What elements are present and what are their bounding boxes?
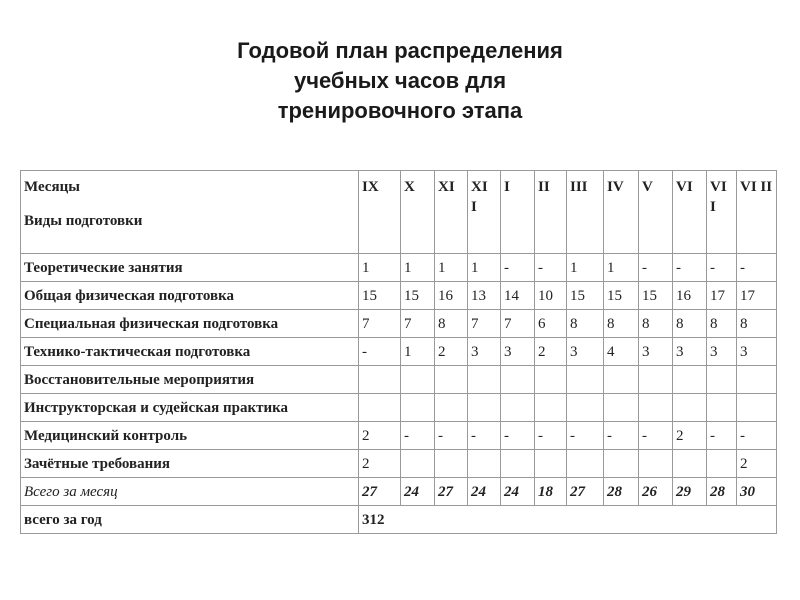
hours-cell xyxy=(401,366,435,394)
hours-cell: 8 xyxy=(673,310,707,338)
hours-cell: - xyxy=(639,422,673,450)
table-row xyxy=(21,394,777,422)
hours-cell: 2 xyxy=(535,338,567,366)
hours-cell: - xyxy=(401,422,435,450)
hours-cell: 2 xyxy=(673,422,707,450)
hours-cell: - xyxy=(737,422,777,450)
total-year-label: всего за год xyxy=(21,506,359,534)
total-month-cell: 24 xyxy=(501,478,535,506)
hours-cell: - xyxy=(468,422,501,450)
row-label: Теоретические занятия xyxy=(21,254,359,282)
hours-cell xyxy=(401,450,435,478)
hours-cell xyxy=(359,394,401,422)
table-row xyxy=(21,366,777,394)
page-title xyxy=(0,36,800,126)
hours-cell: 13 xyxy=(468,282,501,310)
hours-cell: 17 xyxy=(707,282,737,310)
hours-cell: 1 xyxy=(401,254,435,282)
month-header: X xyxy=(401,171,435,254)
hours-cell: 3 xyxy=(468,338,501,366)
row-label: Медицинский контроль xyxy=(21,422,359,450)
hours-cell: 8 xyxy=(639,310,673,338)
hours-cell xyxy=(707,366,737,394)
hours-cell: 3 xyxy=(673,338,707,366)
total-month-cell: 27 xyxy=(567,478,604,506)
total-month-cell: 29 xyxy=(673,478,707,506)
table-row xyxy=(21,254,777,282)
hours-cell: - xyxy=(567,422,604,450)
hours-cell: - xyxy=(501,254,535,282)
hours-cell: 3 xyxy=(501,338,535,366)
header-label-cell xyxy=(21,171,359,254)
hours-cell: 17 xyxy=(737,282,777,310)
table-row xyxy=(21,422,777,450)
hours-cell: 1 xyxy=(604,254,639,282)
row-label: Технико-тактическая подготовка xyxy=(21,338,359,366)
hours-cell: 10 xyxy=(535,282,567,310)
hours-cell: 8 xyxy=(737,310,777,338)
hours-cell: 8 xyxy=(435,310,468,338)
total-month-cell: 18 xyxy=(535,478,567,506)
hours-cell xyxy=(673,366,707,394)
hours-cell xyxy=(535,366,567,394)
hours-cell: - xyxy=(707,254,737,282)
hours-cell: 15 xyxy=(567,282,604,310)
month-header: V xyxy=(639,171,673,254)
hours-cell: 1 xyxy=(359,254,401,282)
hours-cell: - xyxy=(604,422,639,450)
hours-cell xyxy=(435,366,468,394)
hours-cell: 1 xyxy=(435,254,468,282)
hours-cell: - xyxy=(501,422,535,450)
total-year-value: 312 xyxy=(359,506,777,534)
title-line-2: учебных часов для xyxy=(293,68,507,93)
hours-cell: - xyxy=(639,254,673,282)
hours-cell xyxy=(359,366,401,394)
total-month-cell: 27 xyxy=(435,478,468,506)
month-header: VI I xyxy=(707,171,737,254)
hours-cell xyxy=(435,450,468,478)
month-header: III xyxy=(567,171,604,254)
hours-cell xyxy=(567,366,604,394)
hours-cell: 8 xyxy=(604,310,639,338)
hours-cell: 8 xyxy=(567,310,604,338)
hours-cell xyxy=(501,366,535,394)
hours-cell xyxy=(639,394,673,422)
hours-cell xyxy=(435,394,468,422)
hours-cell: 2 xyxy=(359,450,401,478)
hours-cell: 4 xyxy=(604,338,639,366)
hours-cell xyxy=(639,366,673,394)
hours-cell: - xyxy=(359,338,401,366)
total-month-cell: 27 xyxy=(359,478,401,506)
hours-cell: 15 xyxy=(359,282,401,310)
hours-cell xyxy=(673,450,707,478)
hours-cell xyxy=(535,450,567,478)
hours-cell: - xyxy=(707,422,737,450)
table-row xyxy=(21,450,777,478)
hours-cell: 3 xyxy=(567,338,604,366)
hours-cell: 7 xyxy=(359,310,401,338)
hours-cell xyxy=(737,394,777,422)
month-header: VI xyxy=(673,171,707,254)
table-row xyxy=(21,282,777,310)
table-row xyxy=(21,310,777,338)
hours-cell xyxy=(604,394,639,422)
row-label: Зачётные требования xyxy=(21,450,359,478)
hours-cell: 3 xyxy=(737,338,777,366)
total-month-cell: 30 xyxy=(737,478,777,506)
header-row xyxy=(21,171,777,254)
hours-cell: 15 xyxy=(639,282,673,310)
total-year-row xyxy=(21,506,777,534)
hours-cell: 7 xyxy=(501,310,535,338)
title-line-3: тренировочного этапа xyxy=(277,98,523,123)
hours-cell: 16 xyxy=(435,282,468,310)
total-month-cell: 24 xyxy=(401,478,435,506)
hours-cell xyxy=(535,394,567,422)
hours-cell: 2 xyxy=(737,450,777,478)
hours-cell: - xyxy=(673,254,707,282)
hours-cell: 16 xyxy=(673,282,707,310)
hours-cell: - xyxy=(435,422,468,450)
total-month-label: Всего за месяц xyxy=(21,478,359,506)
row-label: Общая физическая подготовка xyxy=(21,282,359,310)
hours-cell xyxy=(501,450,535,478)
hours-cell xyxy=(401,394,435,422)
total-month-cell: 28 xyxy=(604,478,639,506)
month-header: II xyxy=(535,171,567,254)
hours-cell xyxy=(639,450,673,478)
hours-cell: 2 xyxy=(435,338,468,366)
total-month-row xyxy=(21,478,777,506)
row-label: Специальная физическая подготовка xyxy=(21,310,359,338)
hours-cell: 8 xyxy=(707,310,737,338)
month-header: VI II xyxy=(737,171,777,254)
hours-cell xyxy=(468,394,501,422)
hours-cell xyxy=(673,394,707,422)
hours-cell: - xyxy=(737,254,777,282)
table-row xyxy=(21,338,777,366)
hours-cell: 6 xyxy=(535,310,567,338)
hours-cell: 2 xyxy=(359,422,401,450)
hours-cell: 14 xyxy=(501,282,535,310)
month-header: XI xyxy=(435,171,468,254)
total-month-cell: 28 xyxy=(707,478,737,506)
hours-cell: 3 xyxy=(707,338,737,366)
hours-cell: - xyxy=(535,422,567,450)
month-header: XI I xyxy=(468,171,501,254)
hours-cell xyxy=(468,366,501,394)
hours-cell xyxy=(737,366,777,394)
hours-cell: 7 xyxy=(401,310,435,338)
hours-cell xyxy=(604,366,639,394)
hours-cell xyxy=(468,450,501,478)
total-month-cell: 26 xyxy=(639,478,673,506)
hours-cell xyxy=(567,394,604,422)
month-header: IV xyxy=(604,171,639,254)
hours-cell xyxy=(567,450,604,478)
hours-plan-table xyxy=(20,170,777,534)
row-label: Восстановительные мероприятия xyxy=(21,366,359,394)
hours-cell: - xyxy=(535,254,567,282)
hours-cell: 1 xyxy=(401,338,435,366)
hours-cell: 1 xyxy=(567,254,604,282)
month-header: IX xyxy=(359,171,401,254)
hours-cell xyxy=(707,394,737,422)
months-label: Месяцы xyxy=(24,179,80,195)
row-label: Инструкторская и судейская практика xyxy=(21,394,359,422)
hours-cell: 7 xyxy=(468,310,501,338)
hours-cell xyxy=(707,450,737,478)
types-label: Виды подготовки xyxy=(24,213,143,229)
hours-cell xyxy=(501,394,535,422)
hours-cell: 15 xyxy=(604,282,639,310)
hours-cell: 1 xyxy=(468,254,501,282)
hours-cell: 3 xyxy=(639,338,673,366)
hours-cell xyxy=(604,450,639,478)
title-line-1: Годовой план распределения xyxy=(237,38,563,63)
total-month-cell: 24 xyxy=(468,478,501,506)
month-header: I xyxy=(501,171,535,254)
hours-cell: 15 xyxy=(401,282,435,310)
